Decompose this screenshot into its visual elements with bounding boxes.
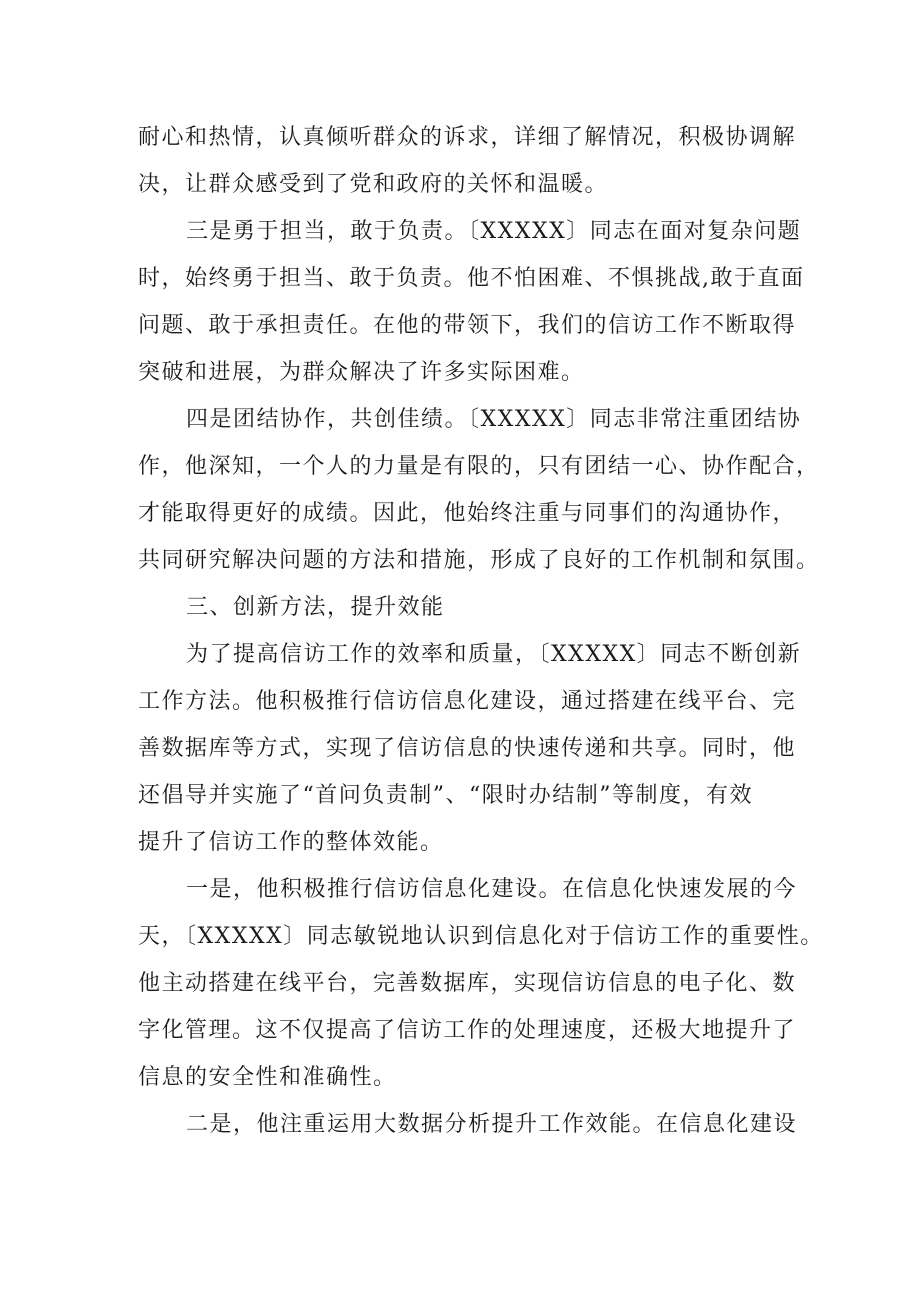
paragraph-start-line: 为了提高信访工作的效率和质量，〔XXXXX〕同志不断创新 [186,642,802,667]
text-line: 天，〔XXXXX〕同志敏锐地认识到信息化对于信访工作的重要性。 [138,924,824,949]
text-line: 字化管理。这不仅提高了信访工作的处理速度，还极大地提升了 [138,1018,797,1043]
section-heading: 三、创新方法，提升效能 [186,595,445,620]
text-line: 共同研究解决问题的方法和措施，形成了良好的工作机制和氛围。 [138,548,820,573]
paragraph-start-line: 四是团结协作，共创佳绩。〔XXXXX〕同志非常注重团结协 [186,407,802,432]
text-line: 时，始终勇于担当、敢于负责。他不怕困难、不惧挑战,敢于直面 [138,266,805,291]
document-body [138,114,824,1148]
text-line: 才能取得更好的成绩。因此，他始终注重与同事们的沟通协作， [138,501,797,526]
text-line: 善数据库等方式，实现了信访信息的快速传递和共享。同时，他 [138,736,797,761]
text-line: 突破和进展，为群众解决了许多实际困难。 [138,360,585,385]
text-line: 提升了信访工作的整体效能。 [138,830,444,855]
text-line: 耐心和热情，认真倾听群众的诉求，详细了解情况，积极协调解 [138,125,797,150]
text-line: 信息的安全性和准确性。 [138,1065,397,1090]
text-line: 工作方法。他积极推行信访信息化建设，通过搭建在线平台、完 [138,689,797,714]
text-line: 他主动搭建在线平台，完善数据库，实现信访信息的电子化、数 [138,971,797,996]
paragraph-start-line: 三是勇于担当，敢于负责。〔XXXXX〕同志在面对复杂问题 [186,219,802,244]
text-line: 决，让群众感受到了党和政府的关怀和温暖。 [138,172,609,197]
text-line: 问题、敢于承担责任。在他的带领下，我们的信访工作不断取得 [138,313,797,338]
paragraph-start-line: 二是，他注重运用大数据分析提升工作效能。在信息化建设 [186,1112,798,1137]
text-line: 还倡导并实施了“首问负责制”、“限时办结制”等制度，有效 [138,783,753,808]
text-line: 作，他深知，一个人的力量是有限的，只有团结一心、协作配合， [138,454,820,479]
paragraph-start-line: 一是，他积极推行信访信息化建设。在信息化快速发展的今 [186,877,798,902]
